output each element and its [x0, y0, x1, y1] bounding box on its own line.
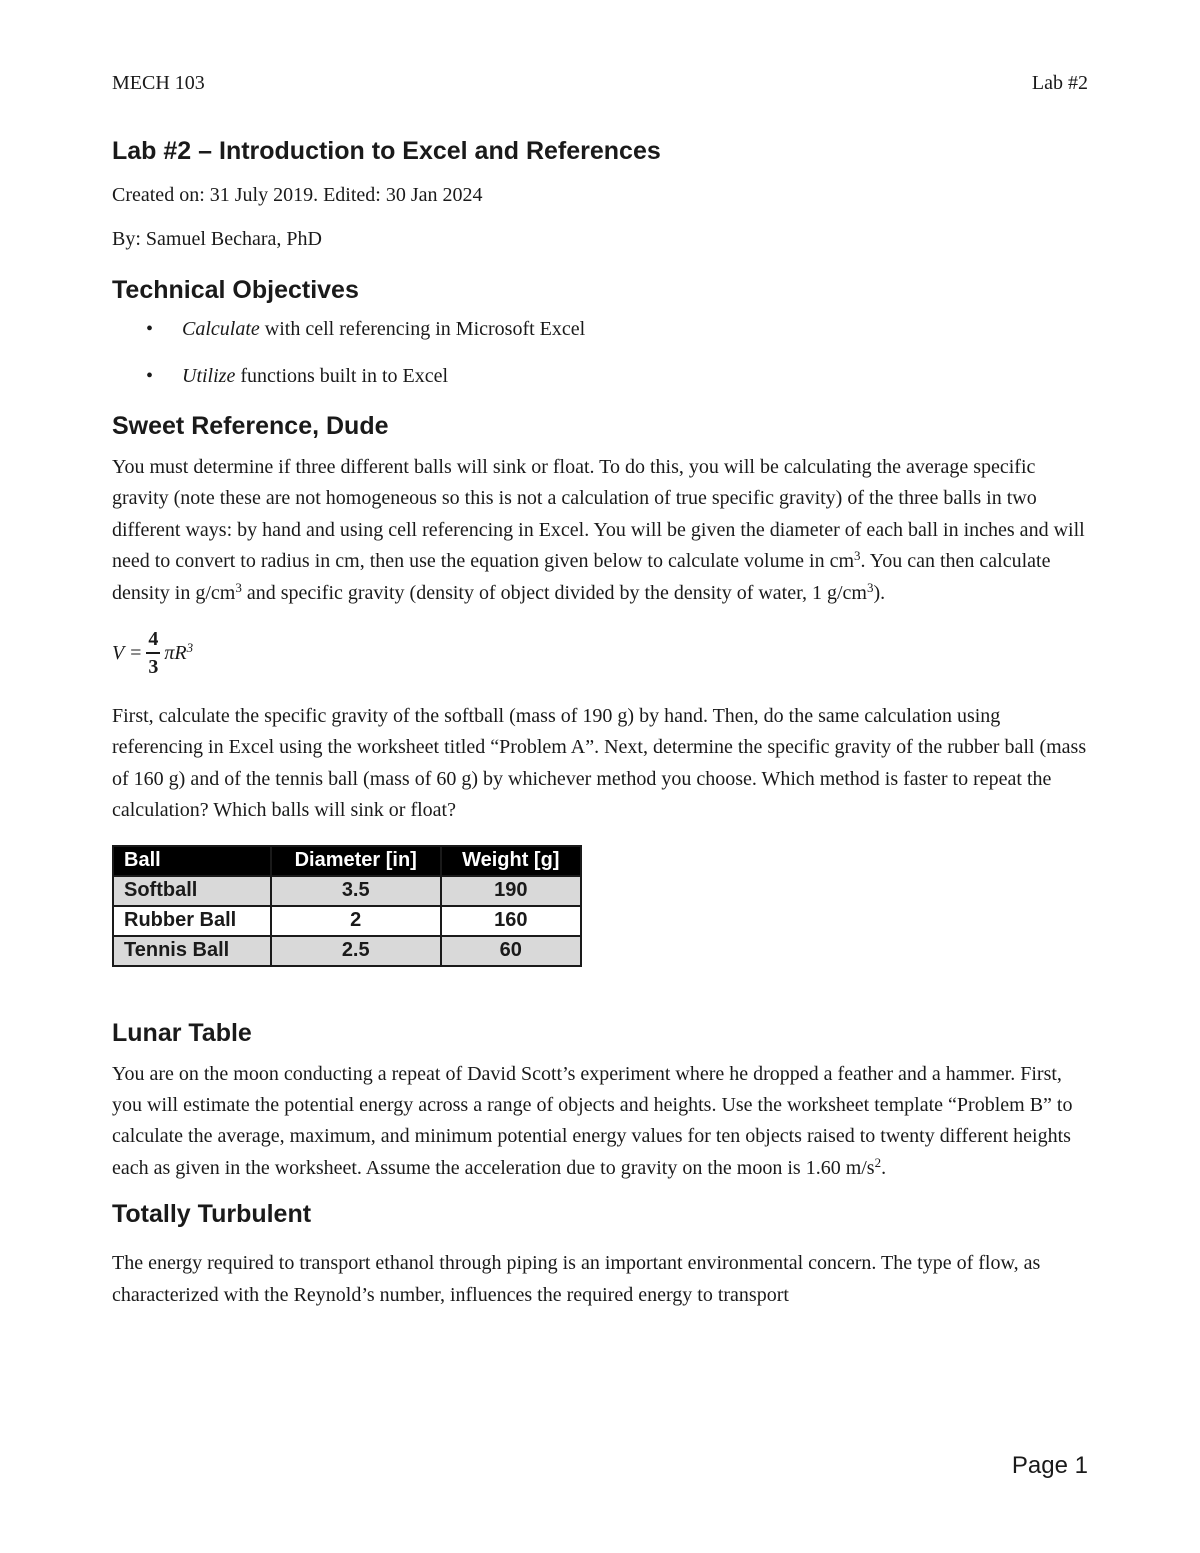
cell-diameter: 2.5 [271, 936, 441, 966]
cell-ball: Softball [113, 876, 271, 906]
page-content [112, 134, 1088, 1311]
column-header-diameter: Diameter [in] [271, 846, 441, 876]
list-item [112, 316, 1088, 342]
objective-text: functions built in to Excel [235, 365, 449, 387]
lunar-paragraph: You are on the moon conducting a repeat of David Scott’s experiment where he dropped a feather and a hammer. First, you will estimate the potential energy across a range of objects and heights. Use the worksheet template “Problem B” to calculate the average, maximum, and minimum potential energy values for ten objects raised to twenty different heights each as given in the worksheet. Assume the acceleration due to gravity on the moon is 1.60 $m/s^2$. [112, 1062, 1073, 1179]
ball-table [112, 845, 582, 967]
sweet-paragraph-2: First, calculate the specific gravity of the softball (mass of 190 g) by hand. Then, do the same calculation using referencing in Excel using the worksheet titled “Problem A”. Next, determine the specific gravity of the rubber ball (mass of 160 g) and of the tennis ball (mass of 60 g) by whichever method you choose. Which method is faster to repeat the calculation? Which balls will sink or float? [112, 705, 1087, 822]
page-title: Lab #2 – Introduction to Excel and References [112, 137, 661, 165]
sweet-heading: Sweet Reference, Dude [112, 412, 389, 440]
lunar-heading: Lunar Table [112, 1018, 252, 1047]
equation-fraction [146, 626, 160, 680]
objectives-list [112, 316, 1088, 389]
cell-weight: 160 [441, 906, 581, 936]
fraction-numerator: 4 [146, 626, 160, 654]
table-header-row [113, 846, 581, 876]
created-line: Created on: 31 July 2019. Edited: 30 Jan 2024 [112, 184, 483, 206]
cell-diameter: 2 [271, 906, 441, 936]
table-row [113, 876, 581, 906]
table-row [113, 936, 581, 966]
turbulent-paragraph: The energy required to transport ethanol through piping is an important environmental concern. The type of flow, as characterized with the Reynold’s number, influences the required energy to transport [112, 1252, 1041, 1306]
equation-rhs: $\pi R^3$ [164, 639, 194, 664]
cell-weight: 60 [441, 936, 581, 966]
page-number: Page 1 [1011, 1452, 1088, 1479]
turbulent-heading: Totally Turbulent [112, 1200, 312, 1229]
cell-ball: Tennis Ball [113, 936, 271, 966]
cell-weight: 190 [441, 876, 581, 906]
author-line: By: Samuel Bechara, PhD [112, 228, 322, 250]
list-item [112, 363, 1088, 389]
bullet-icon: • [146, 318, 154, 340]
cell-ball: Rubber Ball [113, 906, 271, 936]
fraction-denominator: 3 [148, 656, 159, 679]
volume-equation [112, 619, 1088, 687]
objective-verb: Calculate [182, 318, 260, 340]
table-row [113, 906, 581, 936]
bullet-icon: • [146, 365, 154, 387]
sweet-paragraph-1: You must determine if three different balls will sink or float. To do this, you will be calculating the average specific gravity (note these are not homogeneous so this is not a calculation of true specific gravity) of the three balls in two different ways: by hand and using cell referencing in Excel. You will be given the diameter of each ball in inches and will need to convert to radius in cm, then use the equation given below to calculate volume in $cm^3$. You can then calculate density in $g/cm^3$ and specific gravity (density of object divided by the density of water, 1 $g/cm^3$). [112, 456, 1085, 604]
header-lab: Lab #2 [1031, 72, 1088, 94]
objectives-heading: Technical Objectives [112, 276, 359, 304]
objective-text: with cell referencing in Microsoft Excel [259, 318, 586, 340]
column-header-weight: Weight [g] [441, 846, 581, 876]
objective-verb: Utilize [182, 365, 236, 387]
header-course: MECH 103 [112, 72, 205, 94]
cell-diameter: 3.5 [271, 876, 441, 906]
equation-lhs: V = [112, 641, 143, 664]
column-header-ball: Ball [113, 846, 271, 876]
